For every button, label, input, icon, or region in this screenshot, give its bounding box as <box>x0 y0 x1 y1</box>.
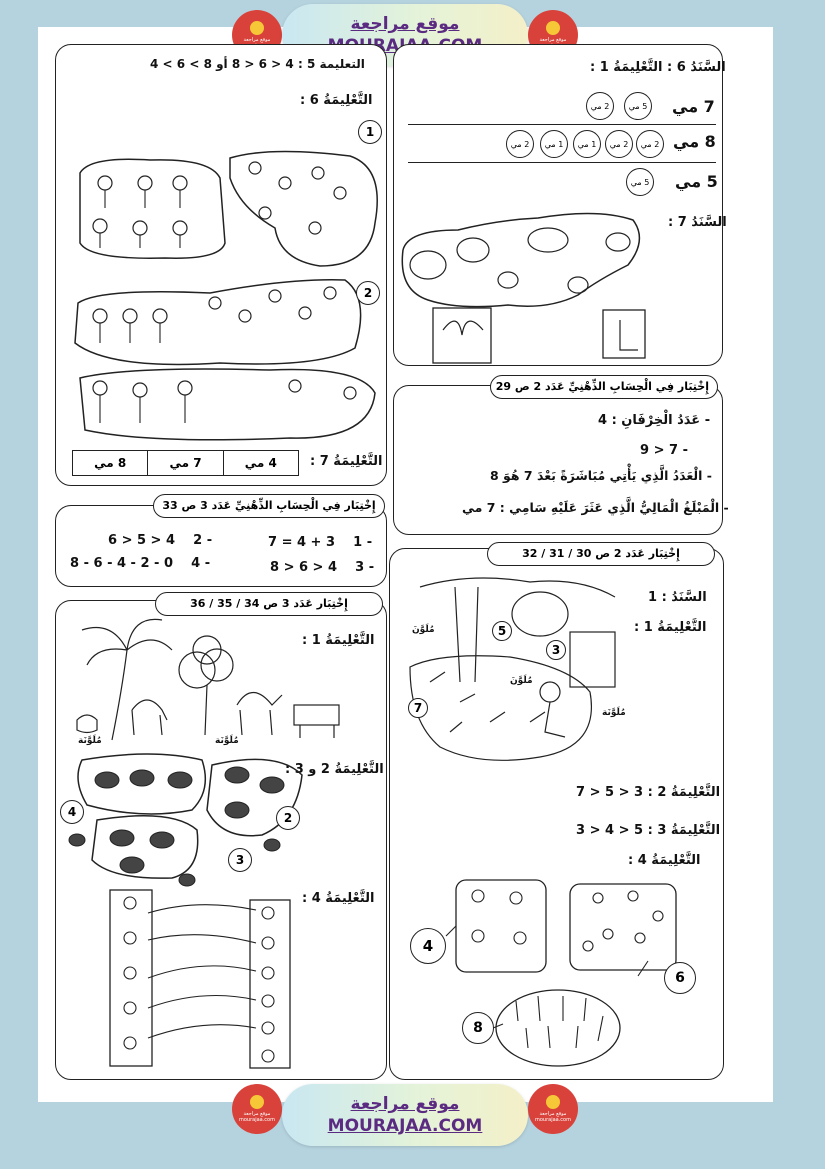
instruction-5-answer: التعليمة 5 : 4 < 6 < 8 أو 8 > 6 > 4 <box>150 57 365 71</box>
test-3-tab: إِخْتِبَار عَدَد 3 ص 34 / 35 / 36 <box>155 592 383 616</box>
test-2-instruction-3: التَّعْلِيمَةُ 3 : 5 < 4 < 3 <box>576 823 721 838</box>
mental-3-item-1: - 1 7 = 4 + 3 <box>268 535 373 550</box>
tree-garden-scene-drawing <box>400 572 632 772</box>
sanad-1-label: السَّنَدُ : 1 <box>648 590 707 605</box>
group-number-6: 6 <box>664 962 696 994</box>
amount-row-1-label: 7 مي <box>672 97 715 116</box>
turtle-number-3: 3 <box>228 848 252 872</box>
colored-label-right-1: مُلَوَّنَ <box>412 625 435 635</box>
matching-flowers-drawing <box>108 888 293 1070</box>
amount-row-2-label: 8 مي <box>673 132 716 151</box>
mental-2-item-3: - الْعَدَدُ الَّذِي يَأْتِي مُبَاشَرَةً بَعْدَ 7 هُوَ 8 <box>490 468 712 483</box>
turtle-groups-drawing <box>62 750 302 890</box>
mental-2-item-1: - عَدَدُ الْخِرْفَانِ : 4 <box>598 413 711 428</box>
test-3-instruction-23-label: التَّعْلِيمَةُ 2 و 3 : <box>285 762 384 777</box>
coin-2mi: 2 مي <box>586 92 614 120</box>
row-divider <box>408 162 716 163</box>
group-number-2: 2 <box>356 281 380 305</box>
turtle-number-4: 4 <box>60 800 84 824</box>
site-name-en[interactable]: MOURAJAA.COM <box>327 1116 483 1136</box>
colored-label-left-1: مُلَوَّنَة <box>78 736 102 746</box>
colored-label-left-2: مُلَوَّنَة <box>215 736 239 746</box>
site-logo-right-bottom: موقع مراجعة mourajaa.com <box>528 1084 578 1134</box>
coin: 1 مي <box>573 130 601 158</box>
coin: 2 مي <box>636 130 664 158</box>
colored-label-right-3: مُلَوَّنَة <box>602 708 626 718</box>
mental-2-item-2: - 7 < 9 <box>640 443 688 458</box>
test-3-instruction-1-label: التَّعْلِيمَةُ 1 : <box>302 633 375 648</box>
instruction-7-table <box>72 450 299 476</box>
group-number-8: 8 <box>462 1012 494 1044</box>
mental-3-item-3: - 3 8 > 6 > 4 <box>270 560 375 575</box>
mental-2-item-4: - الْمَبْلَغُ الْمَالِيُّ الَّذِي عَثَرَ عَلَيْهِ سَامِي : 7 مي <box>462 500 729 515</box>
scene-number-5: 5 <box>492 621 512 641</box>
sanad-6-label: السَّنَدُ 6 : التَّعْلِيمَةُ 1 : <box>590 60 726 75</box>
mental-3-item-2: - 2 6 > 5 > 4 <box>108 533 213 548</box>
site-banner-bottom[interactable] <box>282 1084 528 1146</box>
coin: 2 مي <box>605 130 633 158</box>
table-cell: 8 مي <box>94 456 127 470</box>
test-3-instruction-4-label: التَّعْلِيمَةُ 4 : <box>302 891 375 906</box>
mental-math-3-tab: إِخْتِبَار فِي الْحِسَابِ الذِّهْنِيِّ عَدَد 3 ص 33 <box>153 494 385 518</box>
row-divider <box>408 124 716 125</box>
turtle-number-2: 2 <box>276 806 300 830</box>
site-name-ar[interactable]: موقع مراجعة <box>350 14 460 34</box>
table-cell: 4 مي <box>223 451 298 475</box>
site-logo-left-top: موقع مراجعة <box>232 10 282 60</box>
coin: 2 مي <box>506 130 534 158</box>
scene-number-3: 3 <box>546 640 566 660</box>
flower-sets-drawing <box>408 876 683 1071</box>
group-number-4: 4 <box>410 928 446 964</box>
table-cell: 7 مي <box>147 451 222 475</box>
coin: 1 مي <box>540 130 568 158</box>
test-2-instruction-4-label: التَّعْلِيمَةُ 4 : <box>628 853 701 868</box>
site-logo-left-bottom: موقع مراجعة mourajaa.com <box>232 1084 282 1134</box>
scene-number-7: 7 <box>408 698 428 718</box>
group-number-1: 1 <box>358 120 382 144</box>
mental-3-item-4: - 4 8 - 6 - 4 - 2 - 0 <box>70 556 211 571</box>
coin-5mi: 5 مي <box>626 168 654 196</box>
site-logo-right-top: موقع مراجعة <box>528 10 578 60</box>
instruction-6-label: التَّعْلِيمَةُ 6 : <box>300 93 373 108</box>
instruction-7-label: التَّعْلِيمَةُ 7 : <box>310 454 383 469</box>
amount-row-3-label: 5 مي <box>675 172 718 191</box>
sanad-7-label: السَّنَدُ 7 : <box>668 215 727 230</box>
palm-camel-scene-drawing <box>72 610 352 750</box>
test-2-instruction-2: التَّعْلِيمَةُ 2 : 3 < 5 < 7 <box>576 785 721 800</box>
test-2-instruction-1-label: التَّعْلِيمَةُ 1 : <box>634 620 707 635</box>
colored-label-right-2: مُلَوَّنَ <box>510 676 533 686</box>
coin-5mi: 5 مي <box>624 92 652 120</box>
flower-groups-drawing <box>70 148 390 458</box>
site-name-ar[interactable]: موقع مراجعة <box>350 1094 460 1114</box>
test-2-tab: إِخْتِبَار عَدَد 2 ص 30 / 31 / 32 <box>487 542 715 566</box>
animals-grouping-drawing <box>398 210 658 360</box>
mental-math-2-tab: إِخْتِبَار فِي الْحِسَابِ الذِّهْنِيِّ عَدَد 2 ص 29 <box>490 375 718 399</box>
